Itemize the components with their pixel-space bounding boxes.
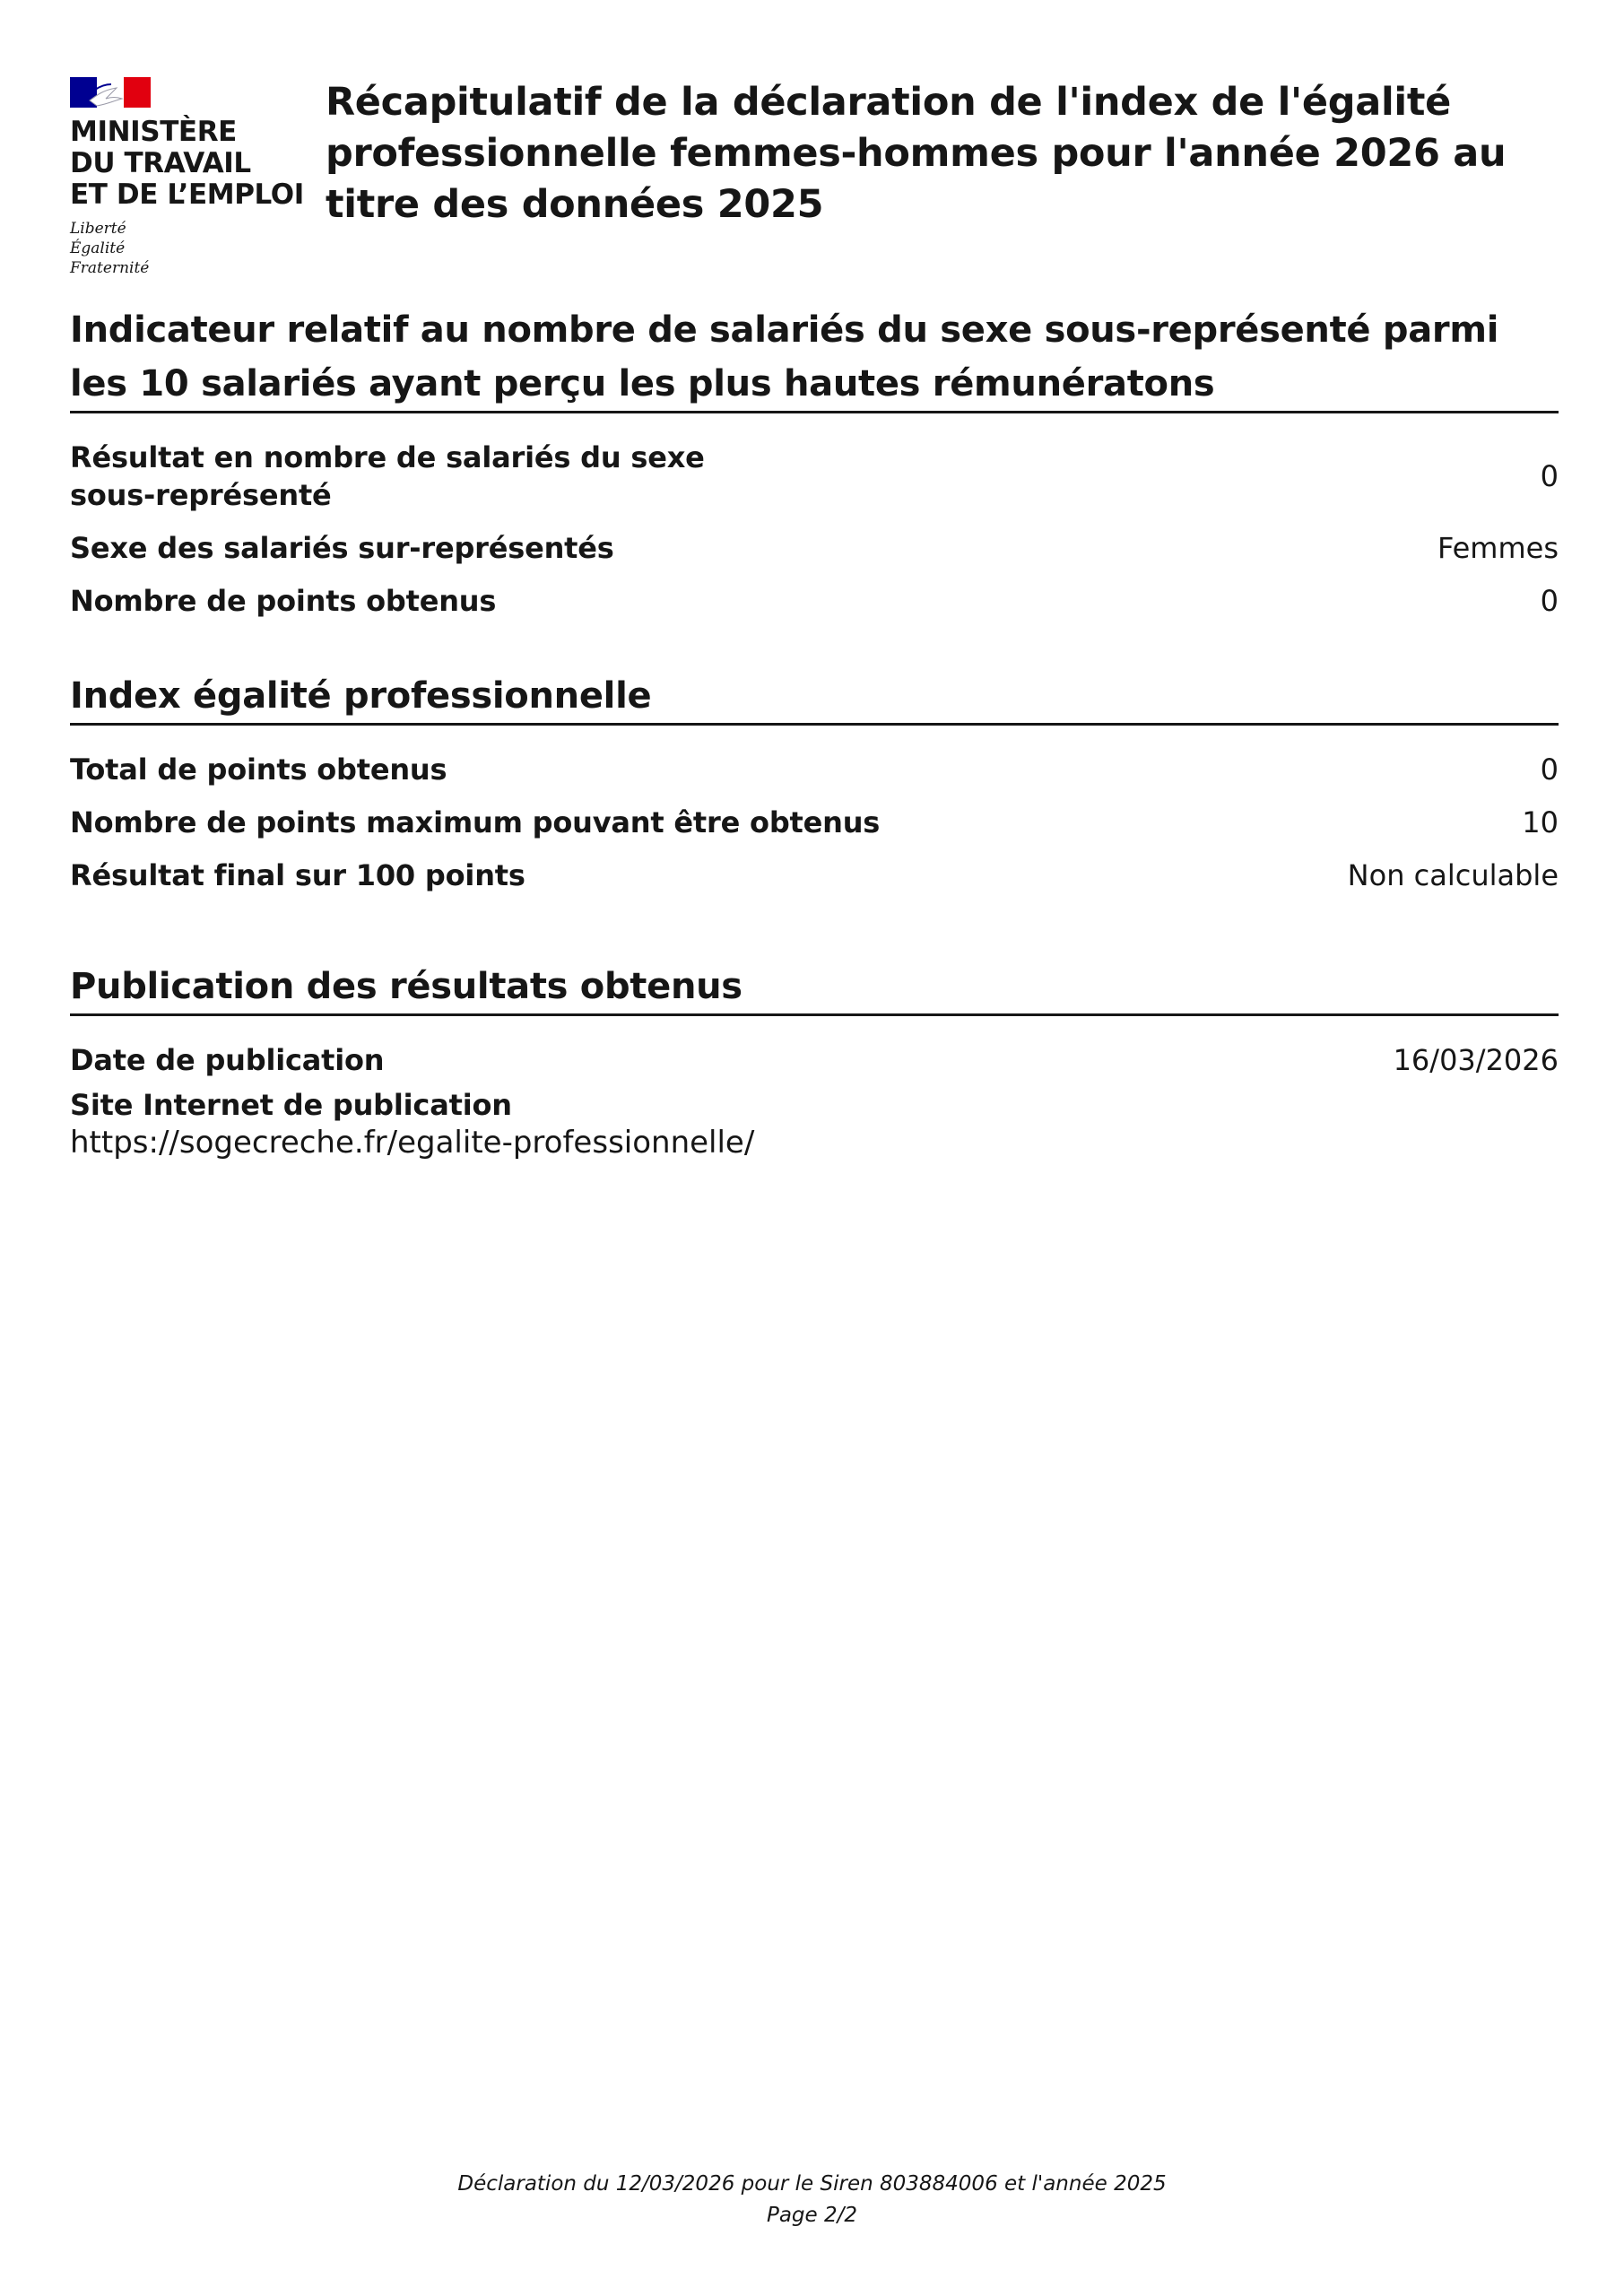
index-section [70, 669, 1559, 894]
publication-section [70, 960, 1559, 1161]
motto-line: Liberté [70, 220, 126, 238]
publication-url: https://sogecreche.fr/egalite-professionnelle/ [70, 1125, 755, 1161]
row-label: Résultat final sur 100 points [70, 858, 525, 892]
index-rows [70, 751, 1559, 894]
republic-motto [70, 219, 149, 278]
page-footer [0, 2169, 1624, 2231]
ministry-name-line: ET DE L’EMPLOI [70, 178, 304, 211]
ministry-name-line: DU TRAVAIL [70, 147, 251, 179]
row-value: 0 [1540, 459, 1559, 493]
motto-line: Fraternité [70, 259, 150, 277]
row-label: Nombre de points maximum pouvant être obtenus [70, 805, 881, 839]
row-label: Total de points obtenus [70, 752, 447, 787]
ministry-logo [70, 74, 321, 289]
motto-line: Égalité [70, 239, 126, 257]
row-value: 0 [1540, 584, 1559, 618]
row-label: Sexe des salariés sur-représentés [70, 531, 614, 565]
row-value: Non calculable [1347, 858, 1559, 892]
row-label: Date de publication [70, 1043, 385, 1077]
final-result-row [70, 857, 1559, 894]
section-title: Index égalité professionnelle [70, 669, 1559, 726]
ministry-name-line: MINISTÈRE [70, 116, 237, 148]
publication-site-row [70, 1086, 1559, 1124]
overrepresented-sex-row [70, 529, 1559, 567]
marianne-flag-icon [70, 77, 151, 108]
row-value: Femmes [1437, 531, 1559, 565]
indicator-section [70, 303, 1559, 620]
section-title: Indicateur relatif au nombre de salariés du sexe sous-représenté parmi les 10 salariés ayant perçu les plus hautes rémunératons [70, 303, 1559, 413]
publication-rows [70, 1041, 1559, 1161]
max-points-row [70, 804, 1559, 841]
footer-declaration: Déclaration du 12/03/2026 pour le Siren 803884006 et l'année 2025 [457, 2172, 1167, 2196]
document-header [70, 74, 1559, 289]
points-row [70, 582, 1559, 620]
ministry-name [70, 117, 304, 211]
page-number: Page 2/2 [766, 2204, 858, 2227]
total-points-row [70, 751, 1559, 788]
row-label: Résultat en nombre de salariés du sexe sous-représenté [70, 440, 705, 512]
document-title: Récapitulatif de la déclaration de l'index de l'égalité professionnelle femmes-hommes pour l'année 2026 au titre des données 2025 [326, 80, 1507, 227]
result-row [70, 439, 1559, 514]
row-label: Nombre de points obtenus [70, 584, 497, 618]
row-label: Site Internet de publication [70, 1088, 512, 1122]
row-value: 0 [1540, 752, 1559, 787]
row-value: 10 [1522, 805, 1559, 839]
indicator-rows [70, 439, 1559, 620]
publication-date-row [70, 1041, 1559, 1079]
section-title: Publication des résultats obtenus [70, 960, 1559, 1016]
row-value: 16/03/2026 [1393, 1043, 1559, 1077]
